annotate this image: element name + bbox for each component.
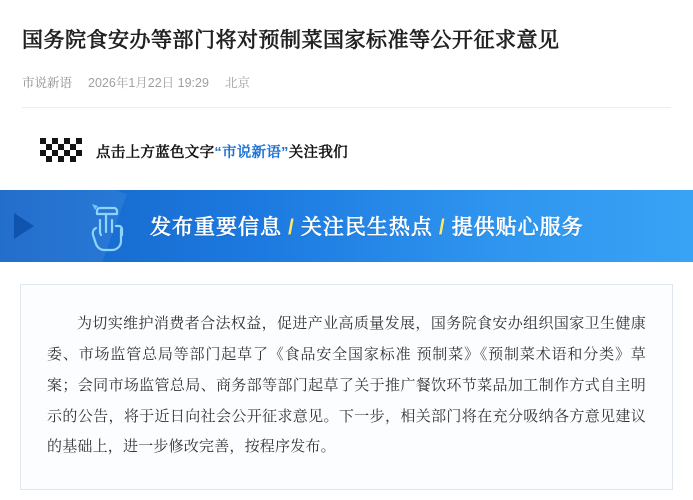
banner-item-2: 关注民生热点	[300, 216, 433, 240]
triangle-right-icon	[14, 213, 34, 239]
promo-banner	[0, 190, 693, 262]
meta-timestamp: 2026年1月22日 19:29	[88, 76, 209, 91]
header-divider	[22, 107, 671, 108]
article-meta	[22, 73, 671, 91]
page-title: 国务院食安办等部门将对预制菜国家标准等公开征求意见	[22, 29, 560, 52]
article-header	[0, 0, 693, 108]
banner-item-3: 提供贴心服务	[451, 216, 584, 240]
pixel-checker-logo-icon	[40, 134, 84, 168]
meta-location: 北京	[224, 76, 250, 91]
pointing-hand-icon	[80, 198, 132, 254]
meta-source[interactable]: 市说新语	[22, 76, 73, 91]
follow-us-text	[96, 141, 348, 162]
banner-separator-1: /	[288, 216, 295, 240]
follow-prefix: 点击上方蓝色文字	[96, 144, 215, 161]
article-body-box	[20, 284, 673, 490]
banner-separator-2: /	[438, 216, 446, 240]
follow-highlight: “市说新语”	[214, 144, 289, 161]
article-paragraph: 为切实维护消费者合法权益，促进产业高质量发展，国务院食安办组织国家卫生健康委、市场监管总局等部门起草了《食品安全国家标准 预制菜》《预制菜术语和分类》草案；会同市场监管总局、商务部等部门起草了关于推广餐饮环节菜品加工制作方式自主明示的公告，将于近日向社会公开征求意见。下一步，相关部门将在充分吸纳各方意见建议的基础上，进一步修改完善，按程序发布。	[47, 315, 646, 456]
follow-suffix: 关注我们	[288, 144, 348, 161]
follow-us-row	[0, 134, 693, 168]
banner-item-1: 发布重要信息	[150, 216, 282, 240]
banner-slogan	[150, 211, 584, 241]
